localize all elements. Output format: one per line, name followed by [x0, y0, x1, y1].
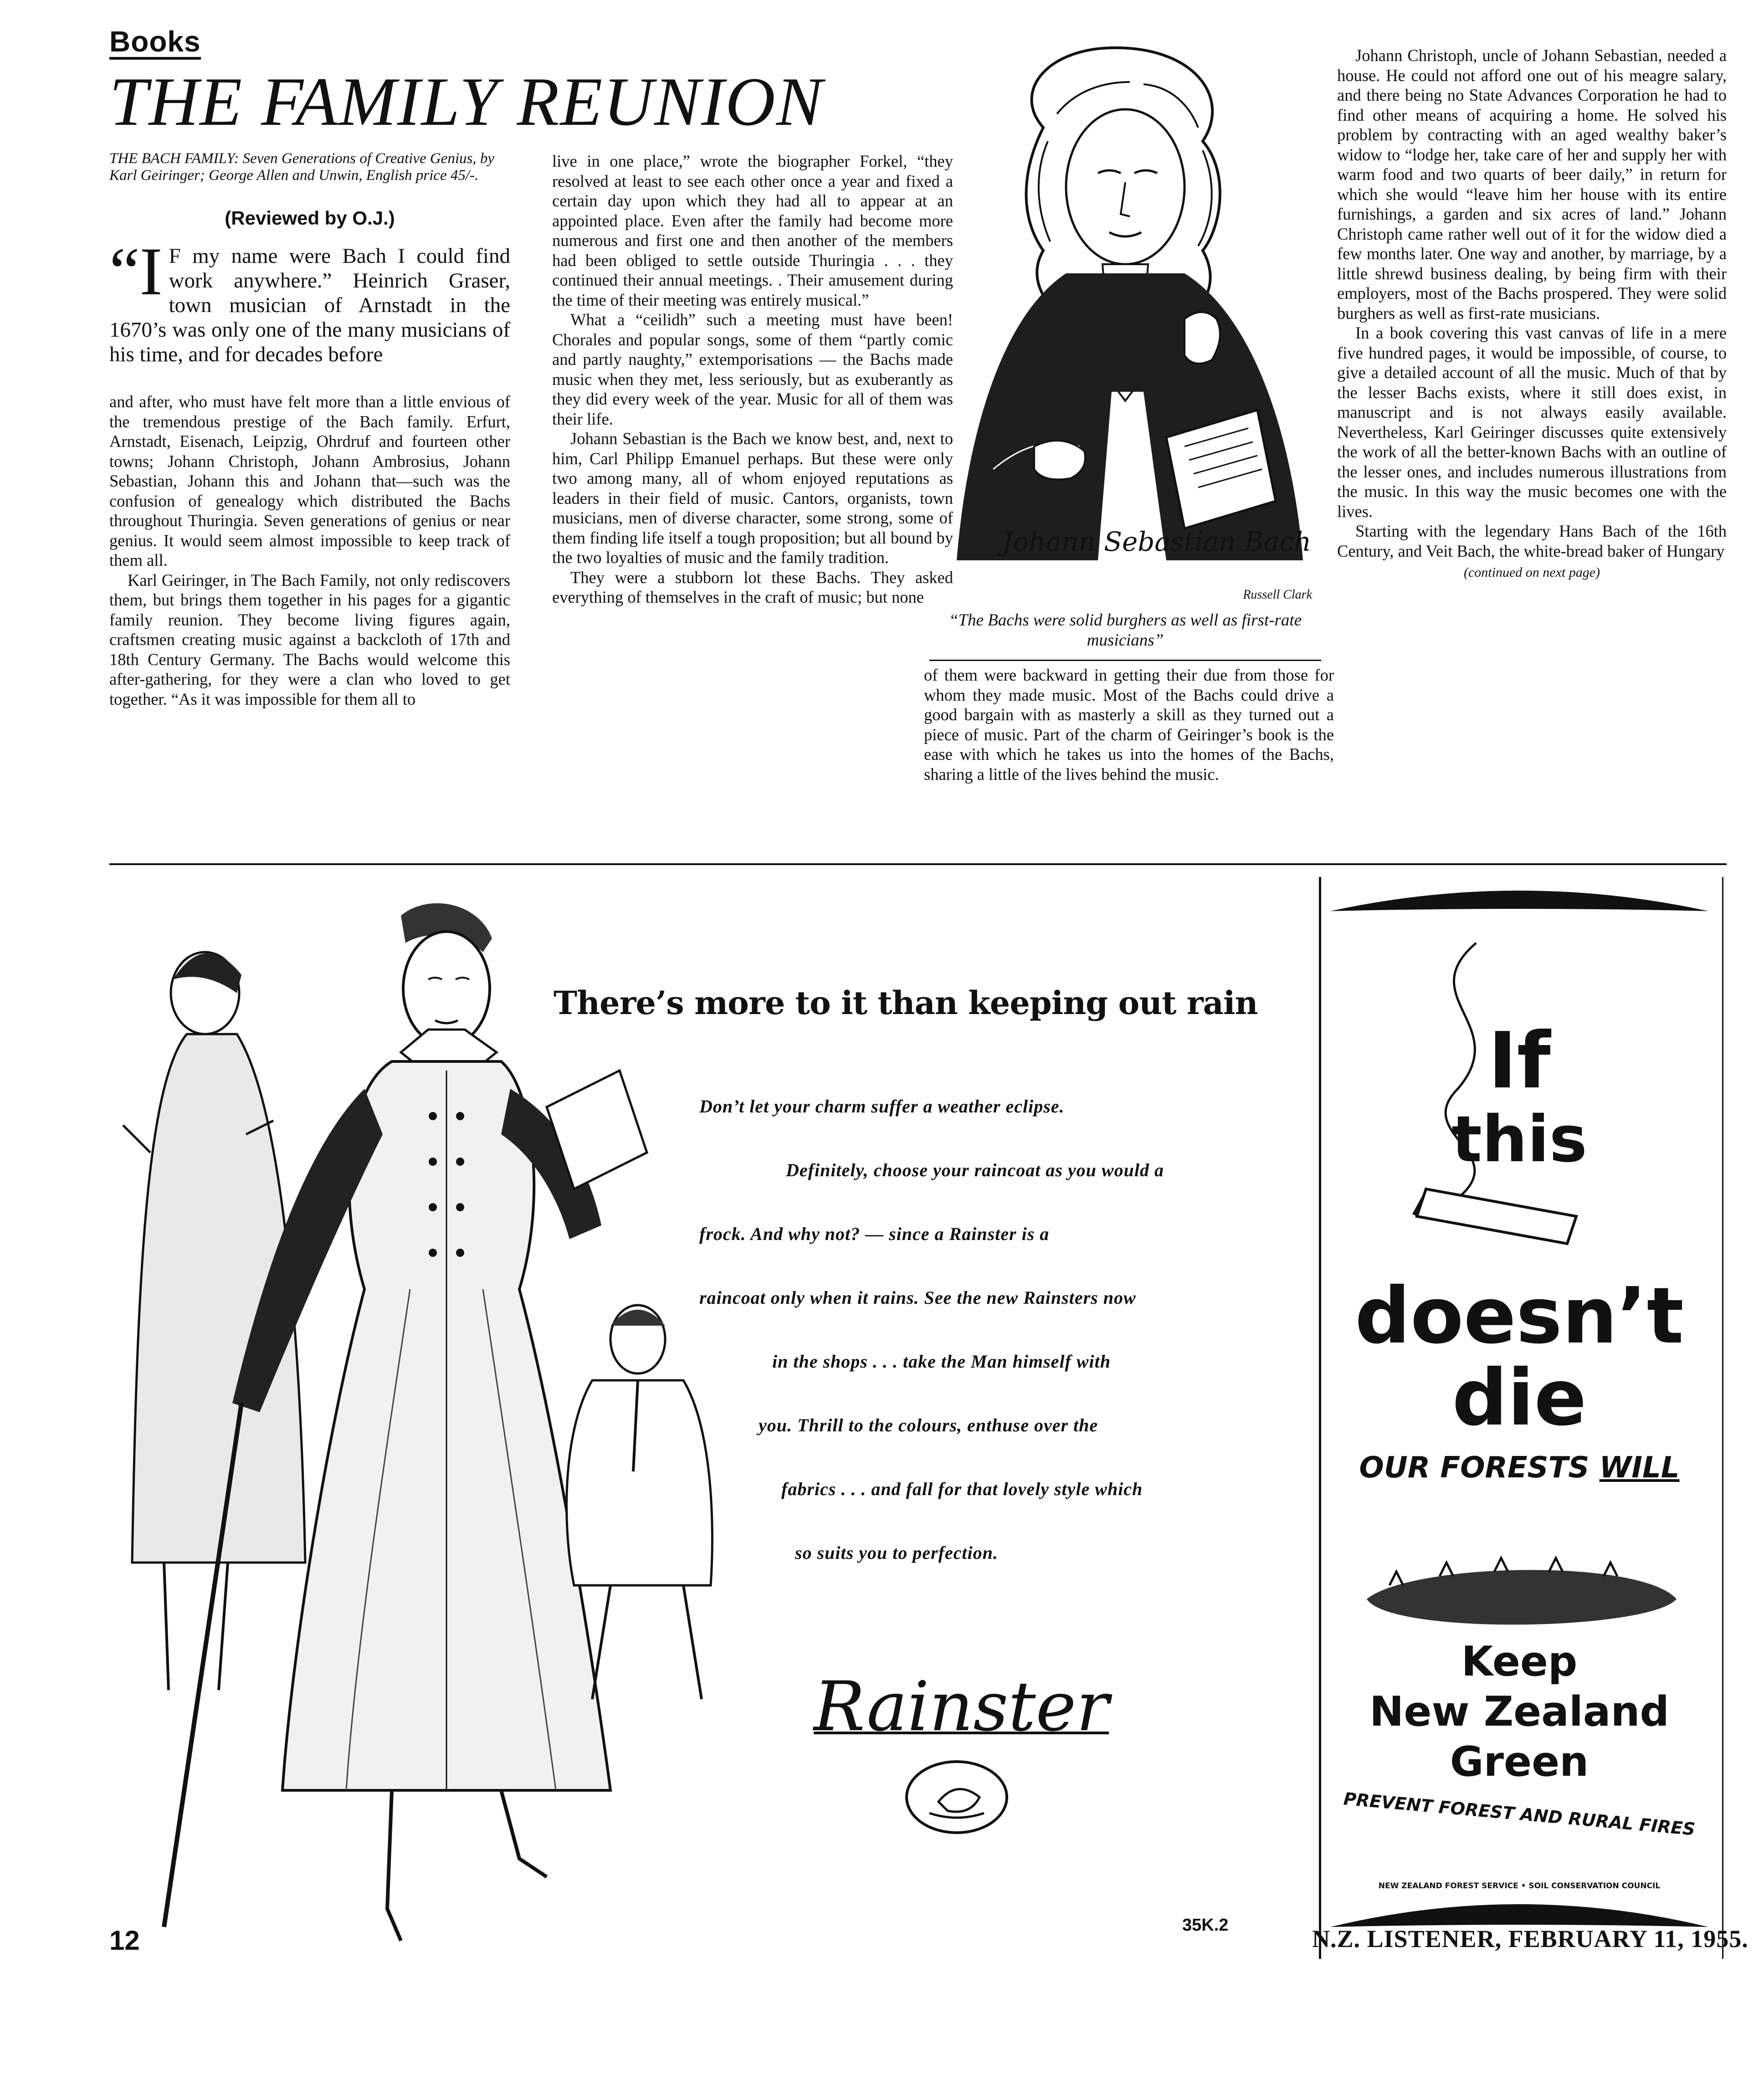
- ad-copy-line: Don’t let your charm suffer a weather eclipse.: [699, 1096, 1065, 1117]
- forest-fire-ad: [1321, 879, 1718, 1954]
- ad-copy-line: Definitely, choose your raincoat as you would a: [786, 1160, 1164, 1180]
- book-details: THE BACH FAMILY: Seven Generations of Creative Genius, by Karl Geiringer; George Allen and Unwin, English price 45/-.: [109, 150, 494, 184]
- fashion-illustration: [109, 879, 756, 2004]
- bach-portrait-illustration: [929, 36, 1321, 597]
- paragraph: Karl Geiringer, in The Bach Family, not only rediscovers them, but brings them together in his pages for a gigantic family reunion. They become living figures again, craftsmen creating music against a backcloth of 17th and 18th Century Germany. The Bachs would welcome this after-gathering, for they were a clan who loved to get together. “As it was impossible for them all to: [109, 570, 510, 708]
- continued-note: (continued on next page): [1463, 565, 1600, 580]
- column-2: [552, 151, 953, 607]
- ad-word-this: this: [1451, 1102, 1587, 1177]
- page-number: 12: [109, 1925, 140, 1956]
- column-1: [109, 392, 510, 709]
- publication-footer: N.Z. LISTENER, FEBRUARY 11, 1955.: [1312, 1925, 1749, 1953]
- prevent-fires-slogan: PREVENT FOREST AND RURAL FIRES: [1343, 1789, 1696, 1840]
- paragraph: and after, who must have felt more than a little envious of the tremendous prestige of the Bach family. Erfurt, Arnstadt, Eisenach, Leipzig, Ohrdruf and fourteen other towns; Johann Christoph, Johann Ambrosius, Johann Sebastian, Johann this and Johann that—such was the confusion of genealogy which distributed the Bachs throughout Thuringia. Seven generations of genius or near genius. It would seem almost impossible to keep track of them all.: [109, 392, 510, 569]
- section-label: Books: [109, 26, 201, 60]
- paragraph: What a “ceilidh” such a meeting must have been! Chorales and popular songs, some of them “partly comic and partly naughty,” extemporisations — the Bachs made music when they met, less seriously, but as exuberantly as they did every week of the year. Music for all of them was their life.: [552, 310, 953, 428]
- ad-copy-line: fabrics . . . and fall for that lovely style which: [781, 1479, 1143, 1499]
- caption-divider: [929, 660, 1321, 661]
- signature: Johann Sebastian Bach: [1002, 526, 1312, 557]
- paragraph: Starting with the legendary Hans Bach of the 16th Century, and Veit Bach, the white-bread baker of Hungary: [1337, 522, 1727, 560]
- rainster-wordmark: Rainster: [813, 1667, 1109, 1747]
- ad-copy-line: so suits you to perfection.: [795, 1543, 998, 1563]
- ad-tagline: [1321, 1451, 1718, 1485]
- ad-word-die: die: [1452, 1353, 1587, 1443]
- paragraph: live in one place,” wrote the biographer Forkel, “they resolved at least to see each other once a year and fixed a certain day upon which they had all to appear at an appointed place. Even after the family had become more numerous and first one and then another of the members had been obliged to settle outside Thuringia . . . they continued their annual meetings. . Their amusement during the time of their meeting was entirely musical.”: [552, 152, 953, 309]
- column-3: [924, 665, 1334, 784]
- ad-word-if: If: [1488, 1016, 1551, 1106]
- lead-text: F my name were Bach I could find work anywhere.” Heinrich Graser, town musician of Arnstadt in the 1670’s was only one of the many musicians of his time, and for decades before: [109, 244, 510, 366]
- paragraph: Johann Christoph, uncle of Johann Sebastian, needed a house. He could not afford one out of his meagre salary, and there being no State Advances Corporation he had to find other means of acquiring a home. He solved his problem by contracting with an aged wealthy baker’s widow to “lodge her, take care of her and supply her with warm food and two quarts of beer daily,” in return for which she would “leave him her house with its entire furnishings, a garden and six acres of land.” Johann Christoph came rather well out of it for the widow died a few months later. One way and another, by marriage, by a little shrewd business dealing, by being firm with their employers, most of the Bachs prospered. They were solid burghers as well as first-rate musicians.: [1337, 46, 1727, 323]
- illustration-credit: Russell Clark: [1243, 588, 1312, 602]
- paragraph: In a book covering this vast canvas of life in a mere five hundred pages, it would be impossible, of course, to give a detailed account of all the music. Much of that by the lesser Bachs exists, where it still does exist, in manuscript and is not always easily available. Nevertheless, Karl Geiringer discusses quite extensively the work of all the better-known Bachs with an outline of the lesser ones, and includes numerous illustrations from the music. In this way the music becomes one with the lives.: [1337, 323, 1727, 521]
- tagline-emphasis: WILL: [1599, 1451, 1680, 1485]
- article-headline: THE FAMILY REUNION: [109, 63, 824, 140]
- sponsor-line: NEW ZEALAND FOREST SERVICE • SOIL CONSERVATION COUNCIL: [1378, 1881, 1661, 1891]
- tagline-prefix: OUR FORESTS: [1359, 1451, 1600, 1485]
- portrait-caption: “The Bachs were solid burghers as well as first-rate musicians”: [949, 611, 1302, 650]
- ad-copy-line: frock. And why not? — since a Rainster is a: [699, 1224, 1050, 1244]
- new-zealand-line: New Zealand: [1369, 1688, 1669, 1736]
- paragraph: of them were backward in getting their due from those for whom they made music. Most of the Bachs could drive a good bargain with as masterly a skill as they turned out a piece of music. Part of the charm of Geiringer’s book is the ease with which he takes us into the homes of the Bachs, sharing a little of the lives behind the music.: [924, 666, 1334, 784]
- green-line: Green: [1450, 1738, 1589, 1786]
- reviewer-credit: (Reviewed by O.J.): [225, 207, 395, 229]
- ad-headline: There’s more to it than keeping out rain: [554, 984, 1258, 1022]
- ad-copy-line: you. Thrill to the colours, enthuse over the: [759, 1415, 1098, 1435]
- keep-line: Keep: [1461, 1638, 1578, 1686]
- page-divider: [109, 863, 1727, 865]
- rainster-logo: [788, 1658, 1134, 1836]
- ad-copy-line: raincoat only when it rains. See the new Rainsters now: [699, 1287, 1136, 1308]
- drop-cap: “I: [109, 234, 163, 309]
- paragraph: Johann Sebastian is the Bach we know best, and, next to him, Carl Philipp Emanuel perhaps. But these were only two among many, all of whom enjoyed reputations as leaders in their field of music. Cantors, organists, town musicians, men of diverse character, some strong, some of them finding life itself a tough proposition; but all bound by the two loyalties of music and the family tradition.: [552, 429, 953, 567]
- duck-emblem-icon: [902, 1758, 1011, 1836]
- ad-code: 35K.2: [1182, 1916, 1229, 1935]
- ad-copy-line: in the shops . . . take the Man himself with: [772, 1351, 1111, 1372]
- paragraph: They were a stubborn lot these Bachs. They asked everything of themselves in the craft of music; but none: [552, 568, 953, 606]
- ad-word-doesnt: doesn’t: [1355, 1271, 1684, 1361]
- column-4: [1337, 46, 1727, 583]
- article-lead: [109, 234, 510, 367]
